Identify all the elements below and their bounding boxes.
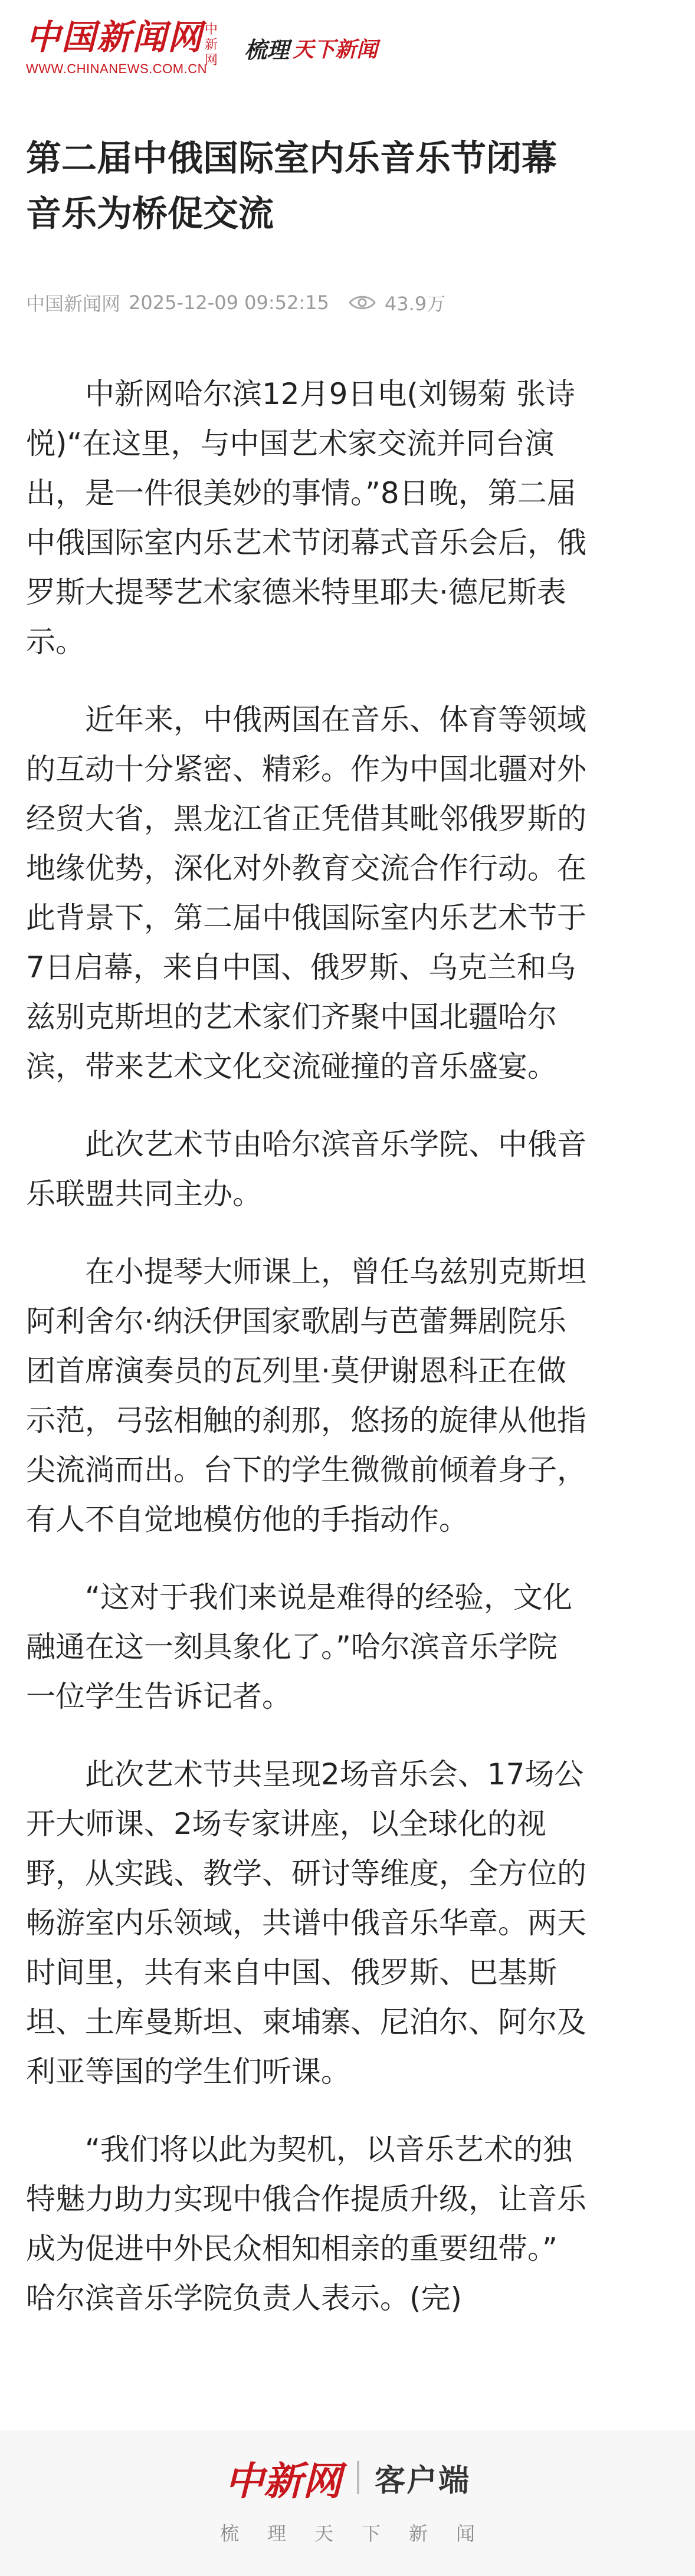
- paragraph-line: 乐联盟共同主办。: [26, 1177, 262, 1211]
- paragraph-line: 融通在这一刻具象化了。”哈尔滨音乐学院: [26, 1630, 558, 1664]
- article-title: [26, 131, 669, 242]
- paragraph-line: 近年来，中俄两国在音乐、体育等领域: [85, 703, 586, 737]
- site-header: [0, 0, 695, 83]
- paragraph-line: 畅游室内乐领域，共谱中俄音乐华章。两天: [26, 1906, 586, 1940]
- paragraph-line: 此次艺术节共呈现2场音乐会、17场公: [85, 1757, 584, 1791]
- article-paragraph: [26, 1120, 669, 1219]
- article-paragraph: [26, 2125, 669, 2323]
- paragraph-line: 经贸大省，黑龙江省正凭借其毗邻俄罗斯的: [26, 802, 586, 836]
- app-footer-banner[interactable]: [0, 2430, 695, 2576]
- paragraph-line: 示范，弓弦相触的刹那，悠扬的旋律从他指: [26, 1403, 586, 1438]
- paragraph-line: 悦)“在这里，与中国艺术家交流并同台演: [26, 426, 555, 461]
- paragraph-line: 一位学生告诉记者。: [26, 1679, 291, 1714]
- article-meta: [26, 288, 445, 317]
- paragraph-line: 在小提琴大师课上，曾任乌兹别克斯坦: [85, 1255, 586, 1289]
- slogan-part1: 梳理: [244, 36, 290, 63]
- paragraph-line: 地缘优势，深化对外教育交流合作行动。在: [26, 851, 586, 885]
- paragraph-line: 野，从实践、教学、研讨等维度，全方位的: [26, 1856, 586, 1891]
- footer-divider: [357, 2461, 359, 2494]
- paragraph-line: 7日启幕，来自中国、俄罗斯、乌克兰和乌: [26, 950, 576, 985]
- site-logo-mini: 中新网: [204, 22, 218, 68]
- article-paragraph: [26, 1573, 669, 1721]
- article-datetime: 2025-12-09 09:52:15: [129, 291, 329, 314]
- footer-brand[interactable]: [0, 2454, 695, 2504]
- article-paragraph: [26, 1247, 669, 1544]
- paragraph-line: 此次艺术节由哈尔滨音乐学院、中俄音: [85, 1127, 586, 1161]
- article-title-line: 音乐为桥促交流: [26, 193, 274, 235]
- paragraph-line: 坦、土库曼斯坦、柬埔寨、尼泊尔、阿尔及: [26, 2005, 586, 2039]
- slogan-part2: 天下新闻: [293, 37, 378, 62]
- article-paragraph: [26, 1750, 669, 2096]
- paragraph-line: 示。: [26, 625, 85, 659]
- site-slogan: [244, 34, 378, 61]
- paragraph-line: 出，是一件很美妙的事情。”8日晚，第二届: [26, 476, 576, 510]
- paragraph-line: “我们将以此为契机，以音乐艺术的独: [85, 2132, 572, 2167]
- article-title-line: 第二届中俄国际室内乐音乐节闭幕: [26, 138, 557, 179]
- paragraph-line: 罗斯大提琴艺术家德米特里耶夫·德尼斯表: [26, 575, 566, 609]
- paragraph-line: 利亚等国的学生们听课。: [26, 2055, 350, 2089]
- article-paragraph: [26, 369, 669, 667]
- site-url: WWW.CHINANEWS.COM.CN: [26, 61, 207, 76]
- eye-icon: [348, 294, 376, 311]
- article-views: 43.9万: [384, 293, 446, 315]
- paragraph-line: 时间里，共有来自中国、俄罗斯、巴基斯: [26, 1955, 557, 1990]
- site-logo[interactable]: 中国新闻网: [26, 17, 204, 57]
- paragraph-line: 特魅力助力实现中俄合作提质升级，让音乐: [26, 2182, 586, 2216]
- article-paragraph: [26, 695, 669, 1091]
- paragraph-line: 此背景下，第二届中俄国际室内乐艺术节于: [26, 901, 586, 935]
- paragraph-line: 开大师课、2场专家讲座，以全球化的视: [26, 1807, 546, 1841]
- paragraph-line: 中俄国际室内乐艺术节闭幕式音乐会后，俄: [26, 526, 586, 560]
- paragraph-line: 兹别克斯坦的艺术家们齐聚中国北疆哈尔: [26, 1000, 557, 1034]
- paragraph-line: 哈尔滨音乐学院负责人表示。(完): [26, 2281, 463, 2315]
- paragraph-line: 尖流淌而出。台下的学生微微前倾着身子，: [26, 1453, 586, 1487]
- paragraph-line: 团首席演奏员的瓦列里·莫伊谢恩科正在做: [26, 1354, 566, 1388]
- article-source: 中国新闻网: [26, 293, 121, 315]
- paragraph-line: 有人不自觉地模仿他的手指动作。: [26, 1502, 468, 1537]
- paragraph-line: “这对于我们来说是难得的经验，文化: [85, 1580, 572, 1614]
- paragraph-line: 成为促进中外民众相知相亲的重要纽带。”: [26, 2232, 558, 2266]
- footer-logo: 中新网: [224, 2457, 342, 2504]
- paragraph-line: 阿利舍尔·纳沃伊国家歌剧与芭蕾舞剧院乐: [26, 1304, 566, 1338]
- footer-tagline: 梳理天下新闻: [219, 2522, 503, 2545]
- article-body: [26, 369, 669, 2351]
- paragraph-line: 滨，带来艺术文化交流碰撞的音乐盛宴。: [26, 1049, 557, 1084]
- paragraph-line: 中新网哈尔滨12月9日电(刘锡菊 张诗: [85, 377, 575, 411]
- paragraph-line: 的互动十分紧密、精彩。作为中国北疆对外: [26, 752, 586, 786]
- footer-client-label: 客户端: [374, 2463, 470, 2499]
